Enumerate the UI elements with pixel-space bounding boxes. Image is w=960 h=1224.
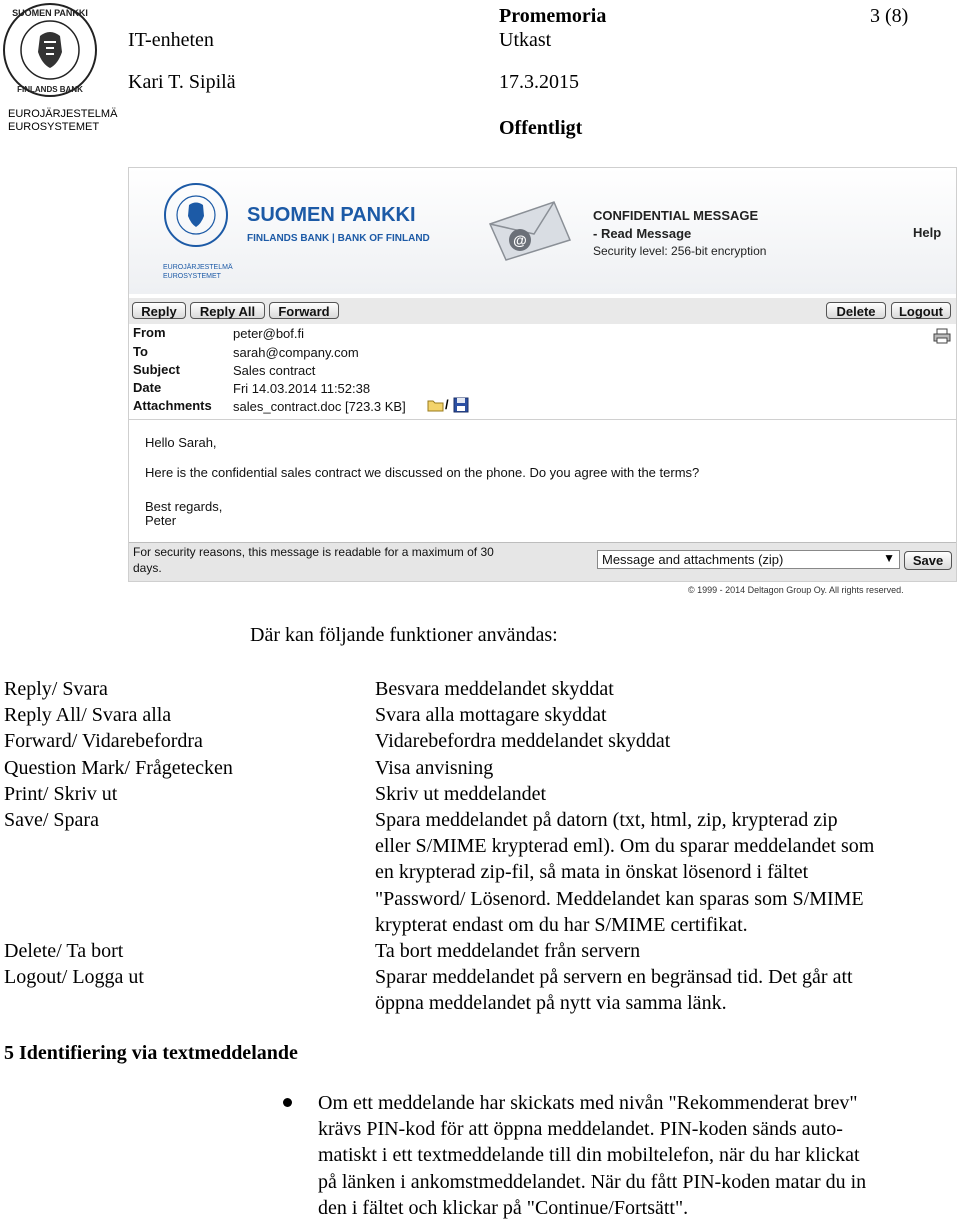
desc-logout-line: Sparar meddelandet på servern en begränsad tid. Det går att [375,966,853,989]
from-label: From [133,325,166,340]
header-divider [129,419,957,420]
desc-save-line: krypterat endast om du har S/MIME certifikat. [375,913,748,936]
desc-delete: Ta bort meddelandet från servern [375,940,641,963]
save-format-select[interactable] [597,550,900,569]
body-sign1: Best regards, [145,499,223,514]
open-folder-icon[interactable] [427,397,445,413]
banner-seal-icon [163,182,229,248]
save-disk-icon[interactable] [453,397,469,413]
pin-line: Om ett meddelande har skickats med nivån "Rekommenderat brev" [318,1092,858,1114]
function-descriptions [375,676,955,1017]
envelope-icon [484,198,576,264]
save-format-value: Message and attachments (zip) [602,552,784,567]
save-button[interactable]: Save [904,551,952,570]
pin-paragraph [318,1090,958,1221]
reply-all-button[interactable]: Reply All [190,302,265,319]
pin-line: krävs PIN-kod för att öppna meddelandet. PIN-koden sänds auto- [318,1118,843,1141]
desc-print: Skriv ut meddelandet [375,782,547,805]
subject-value: Sales contract [233,363,316,378]
header-classification: Offentligt [499,117,583,139]
date-label: Date [133,380,162,395]
to-value: sarah@company.com [233,345,359,360]
security-note-line2: days. [133,561,162,575]
bank-seal-logo [2,2,98,98]
print-icon[interactable] [933,328,951,344]
pin-line: den i fältet och klickar på "Continue/Fortsätt". [318,1196,689,1219]
header-unit: IT-enheten [128,29,214,51]
desc-reply-all: Svara alla mottagare skyddat [375,704,607,727]
desc-question-mark: Visa anvisning [375,756,494,779]
attachment-link[interactable]: sales_contract.doc [723.3 KB] [233,399,406,414]
header-date: 17.3.2015 [499,71,579,93]
banner-euro-line1: EUROJÄRJESTELMÄ [163,264,233,271]
security-level: Security level: 256-bit encryption [593,244,767,258]
banner-euro-line2: EUROSYSTEMET [163,273,221,280]
eurosystem-logo-line2: EUROSYSTEMET [8,121,100,133]
function-terms [4,676,364,833]
term-print: Print/ Skriv ut [4,782,118,805]
eurosystem-logo-line1: EUROJÄRJESTELMÄ [8,108,118,120]
header-doc-type: Promemoria [499,5,607,27]
banner-bank-name: SUOMEN PANKKI [247,204,416,226]
header-page-number: 3 (8) [870,5,909,27]
logout-button[interactable]: Logout [891,302,951,319]
functions-intro: Där kan följande funktioner användas: [250,624,558,646]
term-save: Save/ Spara [4,809,99,832]
help-link[interactable]: Help [913,225,942,240]
desc-save-line: Spara meddelandet på datorn (txt, html, zip, krypterad zip [375,809,838,832]
desc-save-line: "Password/ Lösenord. Meddelandet kan sparas som S/MIME [375,887,864,910]
date-value: Fri 14.03.2014 11:52:38 [233,381,371,396]
chevron-down-icon: ▼ [883,551,895,565]
desc-save-line: eller S/MIME krypterad eml). Om du sparar meddelandet som [375,835,875,858]
slash-separator: / [445,397,449,412]
header-author: Kari T. Sipilä [128,71,236,93]
term-logout: Logout/ Logga ut [4,966,144,988]
term-question-mark: Question Mark/ Frågetecken [4,756,233,779]
bullet-icon [283,1098,292,1107]
term-forward: Forward/ Vidarebefordra [4,730,203,753]
term-reply: Reply/ Svara [4,678,108,700]
section-heading: 5 Identifiering via textmeddelande [4,1042,298,1064]
body-greeting: Hello Sarah, [145,435,217,450]
subject-label: Subject [133,362,180,377]
pin-line: på länken i ankomstmeddelandet. När du fått PIN-koden matar du in [318,1170,867,1193]
term-reply-all: Reply All/ Svara alla [4,704,172,727]
read-message-label: - Read Message [593,226,692,241]
desc-save-line: en krypterad zip-fil, så mata in önskat lösenord i fältet [375,861,809,884]
svg-text:@: @ [513,232,527,248]
security-note-line1: For security reasons, this message is readable for a maximum of 30 [133,545,494,559]
mail-banner [129,168,957,294]
term-delete: Delete/ Ta bort [4,940,124,962]
attachments-label: Attachments [133,398,212,413]
pin-line: matiskt i ett textmeddelande till din mobiltelefon, när du har klickat [318,1144,860,1167]
forward-button[interactable]: Forward [269,302,339,319]
confidential-title: CONFIDENTIAL MESSAGE [593,208,759,223]
from-value: peter@bof.fi [233,326,305,341]
banner-bank-sub: FINLANDS BANK | BANK OF FINLAND [247,233,430,244]
desc-forward: Vidarebefordra meddelandet skyddat [375,730,671,753]
body-text: Here is the confidential sales contract we discussed on the phone. Do you agree with the terms? [145,465,700,480]
secure-mail-screenshot [128,167,957,582]
reply-button[interactable]: Reply [132,302,186,319]
desc-logout-line: öppna meddelandet på nytt via samma länk. [375,992,727,1015]
to-label: To [133,344,148,359]
svg-text:FINLANDS BANK: FINLANDS BANK [17,85,83,94]
body-sign2: Peter [145,513,177,528]
desc-reply: Besvara meddelandet skyddat [375,678,614,700]
delete-button[interactable]: Delete [826,302,886,319]
svg-text:SUOMEN PANKKI: SUOMEN PANKKI [12,8,88,18]
header-status: Utkast [499,29,552,51]
copyright-text: © 1999 - 2014 Deltagon Group Oy. All rights reserved. [688,585,904,595]
